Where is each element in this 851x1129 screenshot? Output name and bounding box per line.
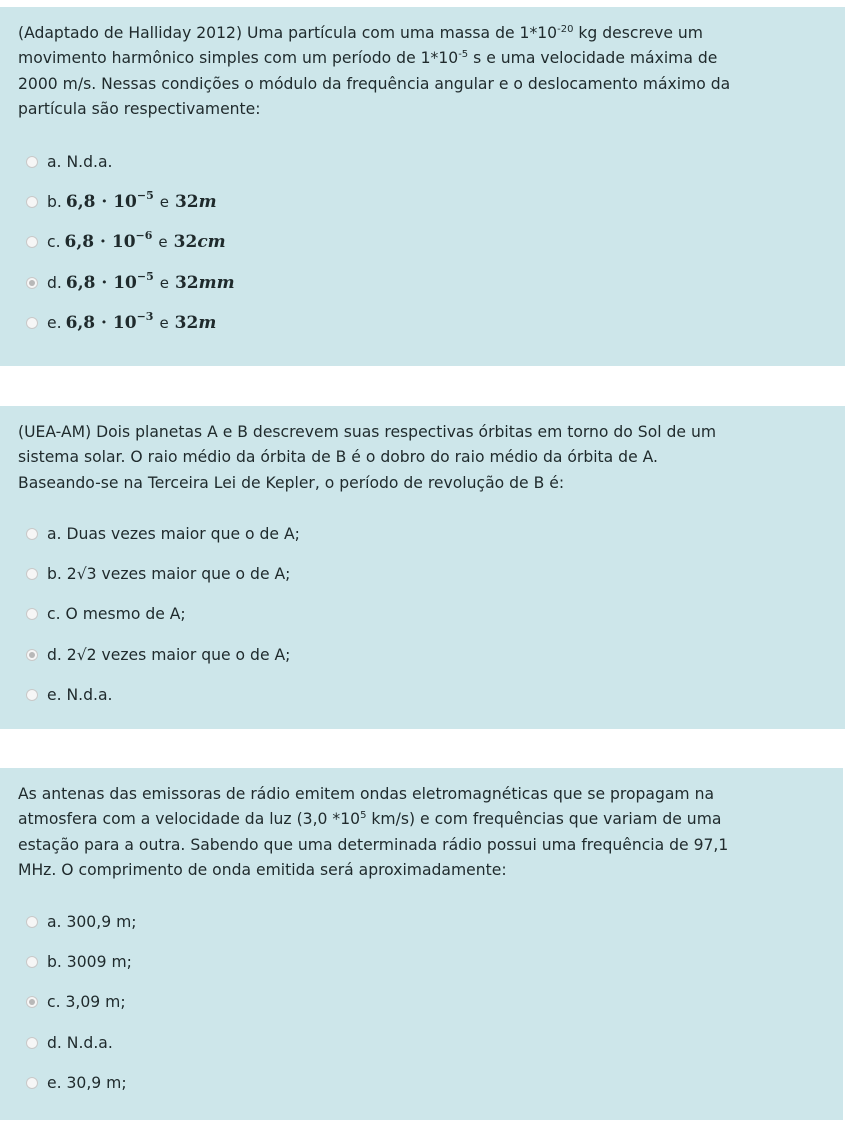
option-b[interactable] <box>26 182 235 222</box>
radio-button[interactable] <box>26 528 38 540</box>
question-1-options <box>26 142 235 343</box>
math-length <box>175 273 235 293</box>
option-a[interactable] <box>26 902 137 942</box>
math-value <box>65 309 154 333</box>
text: kg descreve um <box>573 24 703 42</box>
length-unit: m <box>198 312 217 333</box>
option-label: c. 3,09 m; <box>47 993 126 1012</box>
radio-button[interactable] <box>26 1037 38 1049</box>
radio-button[interactable] <box>26 568 38 580</box>
question-2-panel <box>0 406 845 729</box>
option-c[interactable] <box>26 594 300 634</box>
option-d[interactable] <box>26 1023 137 1063</box>
conjunction: e <box>159 193 169 212</box>
option-d[interactable] <box>26 263 235 303</box>
math-base: 6,8 · 10 <box>65 192 137 213</box>
radio-button[interactable] <box>26 689 38 701</box>
math-value <box>65 189 154 213</box>
option-a[interactable] <box>26 514 300 554</box>
math-length <box>175 192 217 212</box>
option-letter: b. <box>47 193 62 212</box>
math-length <box>175 313 217 333</box>
radio-button[interactable] <box>26 156 38 168</box>
math-length <box>174 232 226 252</box>
radio-button[interactable] <box>26 608 38 620</box>
math-base: 6,8 · 10 <box>65 272 137 293</box>
math-value <box>65 269 154 293</box>
radio-button-selected[interactable] <box>26 996 38 1008</box>
option-e[interactable] <box>26 303 235 343</box>
text: (Adaptado de Halliday 2012) Uma partícula com uma massa de 1*10 <box>18 24 558 42</box>
length-number: 32 <box>174 192 199 213</box>
option-e[interactable] <box>26 675 300 715</box>
question-3-panel <box>0 768 843 1120</box>
length-number: 32 <box>174 272 199 293</box>
radio-button[interactable] <box>26 956 38 968</box>
text: As antenas das emissoras de rádio emitem ondas eletromagnéticas que se propagam na <box>18 785 715 803</box>
math-base: 6,8 · 10 <box>65 312 137 333</box>
radio-button[interactable] <box>26 317 38 329</box>
radio-button[interactable] <box>26 236 38 248</box>
option-label: b. 2√3 vezes maior que o de A; <box>47 565 291 584</box>
question-2-options <box>26 514 300 715</box>
radio-button-selected[interactable] <box>26 649 38 661</box>
option-c[interactable] <box>26 222 235 262</box>
length-unit: m <box>198 192 217 213</box>
question-3-text <box>18 782 843 883</box>
option-label: e. 30,9 m; <box>47 1073 127 1092</box>
text: partícula são respectivamente: <box>18 99 261 118</box>
option-label: e. N.d.a. <box>47 685 113 704</box>
option-b[interactable] <box>26 554 300 594</box>
option-label: a. Duas vezes maior que o de A; <box>47 525 300 544</box>
text: movimento harmônico simples com um período de 1*10 <box>18 49 459 68</box>
math-exponent: −3 <box>136 309 154 323</box>
question-3-options <box>26 902 137 1103</box>
option-label: b. 3009 m; <box>47 953 132 972</box>
question-1-text <box>18 21 845 122</box>
radio-button-selected[interactable] <box>26 277 38 289</box>
option-c[interactable] <box>26 982 137 1022</box>
option-d[interactable] <box>26 635 300 675</box>
option-label: N.d.a. <box>66 153 113 172</box>
option-letter: d. <box>47 273 62 292</box>
text: estação para a outra. Sabendo que uma determinada rádio possui uma frequência de 97,1 <box>18 835 729 854</box>
option-label: a. 300,9 m; <box>47 913 137 932</box>
text: km/s) e com frequências que variam de uma <box>366 810 722 829</box>
math-exponent: −5 <box>136 189 154 203</box>
length-number: 32 <box>174 312 199 333</box>
option-a[interactable] <box>26 142 235 182</box>
conjunction: e <box>158 233 168 252</box>
superscript: -20 <box>557 24 574 35</box>
superscript: 5 <box>360 810 367 822</box>
length-unit: mm <box>198 272 235 293</box>
text: Baseando-se na Terceira Lei de Kepler, o período de revolução de B é: <box>18 473 565 492</box>
option-letter: e. <box>47 313 62 332</box>
length-number: 32 <box>173 232 198 253</box>
text: MHz. O comprimento de onda emitida será aproximadamente: <box>18 860 507 879</box>
question-2-text <box>18 420 845 496</box>
option-b[interactable] <box>26 942 137 982</box>
superscript: -5 <box>458 49 469 61</box>
option-letter: c. <box>47 233 61 252</box>
radio-button[interactable] <box>26 196 38 208</box>
text: sistema solar. O raio médio da órbita de B é o dobro do raio médio da órbita de A. <box>18 448 658 467</box>
text: 2000 m/s. Nessas condições o módulo da frequência angular e o deslocamento máximo da <box>18 74 731 93</box>
conjunction: e <box>159 313 169 332</box>
math-base: 6,8 · 10 <box>64 232 136 253</box>
option-e[interactable] <box>26 1063 137 1103</box>
math-value <box>64 229 153 253</box>
radio-button[interactable] <box>26 916 38 928</box>
conjunction: e <box>159 273 169 292</box>
option-label: d. 2√2 vezes maior que o de A; <box>47 645 291 664</box>
text: (UEA-AM) Dois planetas A e B descrevem suas respectivas órbitas em torno do Sol de um <box>18 423 717 441</box>
option-label: c. O mesmo de A; <box>47 605 186 624</box>
math-exponent: −5 <box>136 269 154 283</box>
question-1-panel <box>0 7 845 366</box>
option-label: d. N.d.a. <box>47 1033 113 1052</box>
text: s e uma velocidade máxima de <box>468 49 718 68</box>
radio-button[interactable] <box>26 1077 38 1089</box>
text: atmosfera com a velocidade da luz (3,0 *10 <box>18 810 361 829</box>
math-exponent: −6 <box>135 229 153 243</box>
option-letter: a. <box>47 153 62 172</box>
length-unit: cm <box>197 232 226 253</box>
